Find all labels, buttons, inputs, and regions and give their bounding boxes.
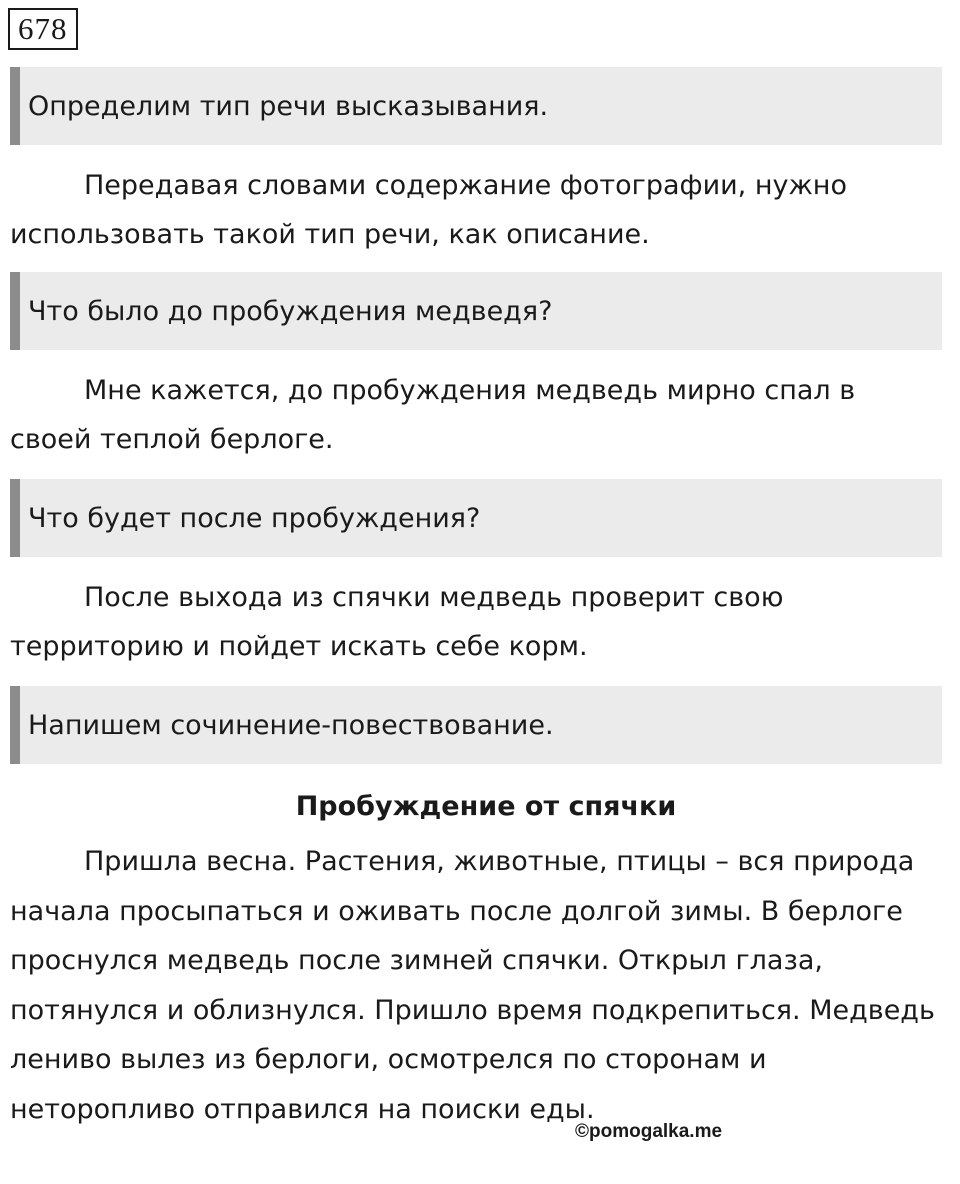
step-heading-before-waking (10, 272, 942, 350)
answer-paragraph: Передавая словами содержание фотографии, нужно использовать такой тип речи, как описание. (10, 170, 847, 250)
watermark: ©pomogalka.me (575, 1121, 723, 1142)
step-heading-write-essay (10, 686, 942, 764)
answer-paragraph: Мне кажется, до пробуждения медведь мирно спал в своей теплой берлоге. (10, 375, 856, 455)
essay-title: Пробуждение от спячки (295, 791, 677, 822)
step-heading-after-waking (10, 479, 942, 557)
step-heading-speech-type (10, 67, 942, 145)
step-heading-text: Что было до пробуждения медведя? (28, 295, 553, 327)
step-heading-text: Определим тип речи высказывания. (28, 90, 549, 122)
answer-paragraph: После выхода из спячки медведь проверит свою территорию и пойдет искать себе корм. (10, 582, 784, 662)
essay-text: Пришла весна. Растения, животные, птицы – вся природа начала просыпаться и оживать после долгой зимы. В берлоге проснулся медведь после зимней спячки. Открыл глаза, потянулся и облизнулся. Пришло время подкрепиться. Медведь лениво вылез из берлоги, осмотрелся по сторонам и неторопливо отправился на поиски еды. (10, 846, 935, 1125)
step-heading-text: Напишем сочинение-повествование. (28, 709, 554, 741)
solution-content (10, 67, 942, 1135)
task-number: 678 (8, 8, 78, 50)
step-heading-text: Что будет после пробуждения? (28, 502, 481, 534)
